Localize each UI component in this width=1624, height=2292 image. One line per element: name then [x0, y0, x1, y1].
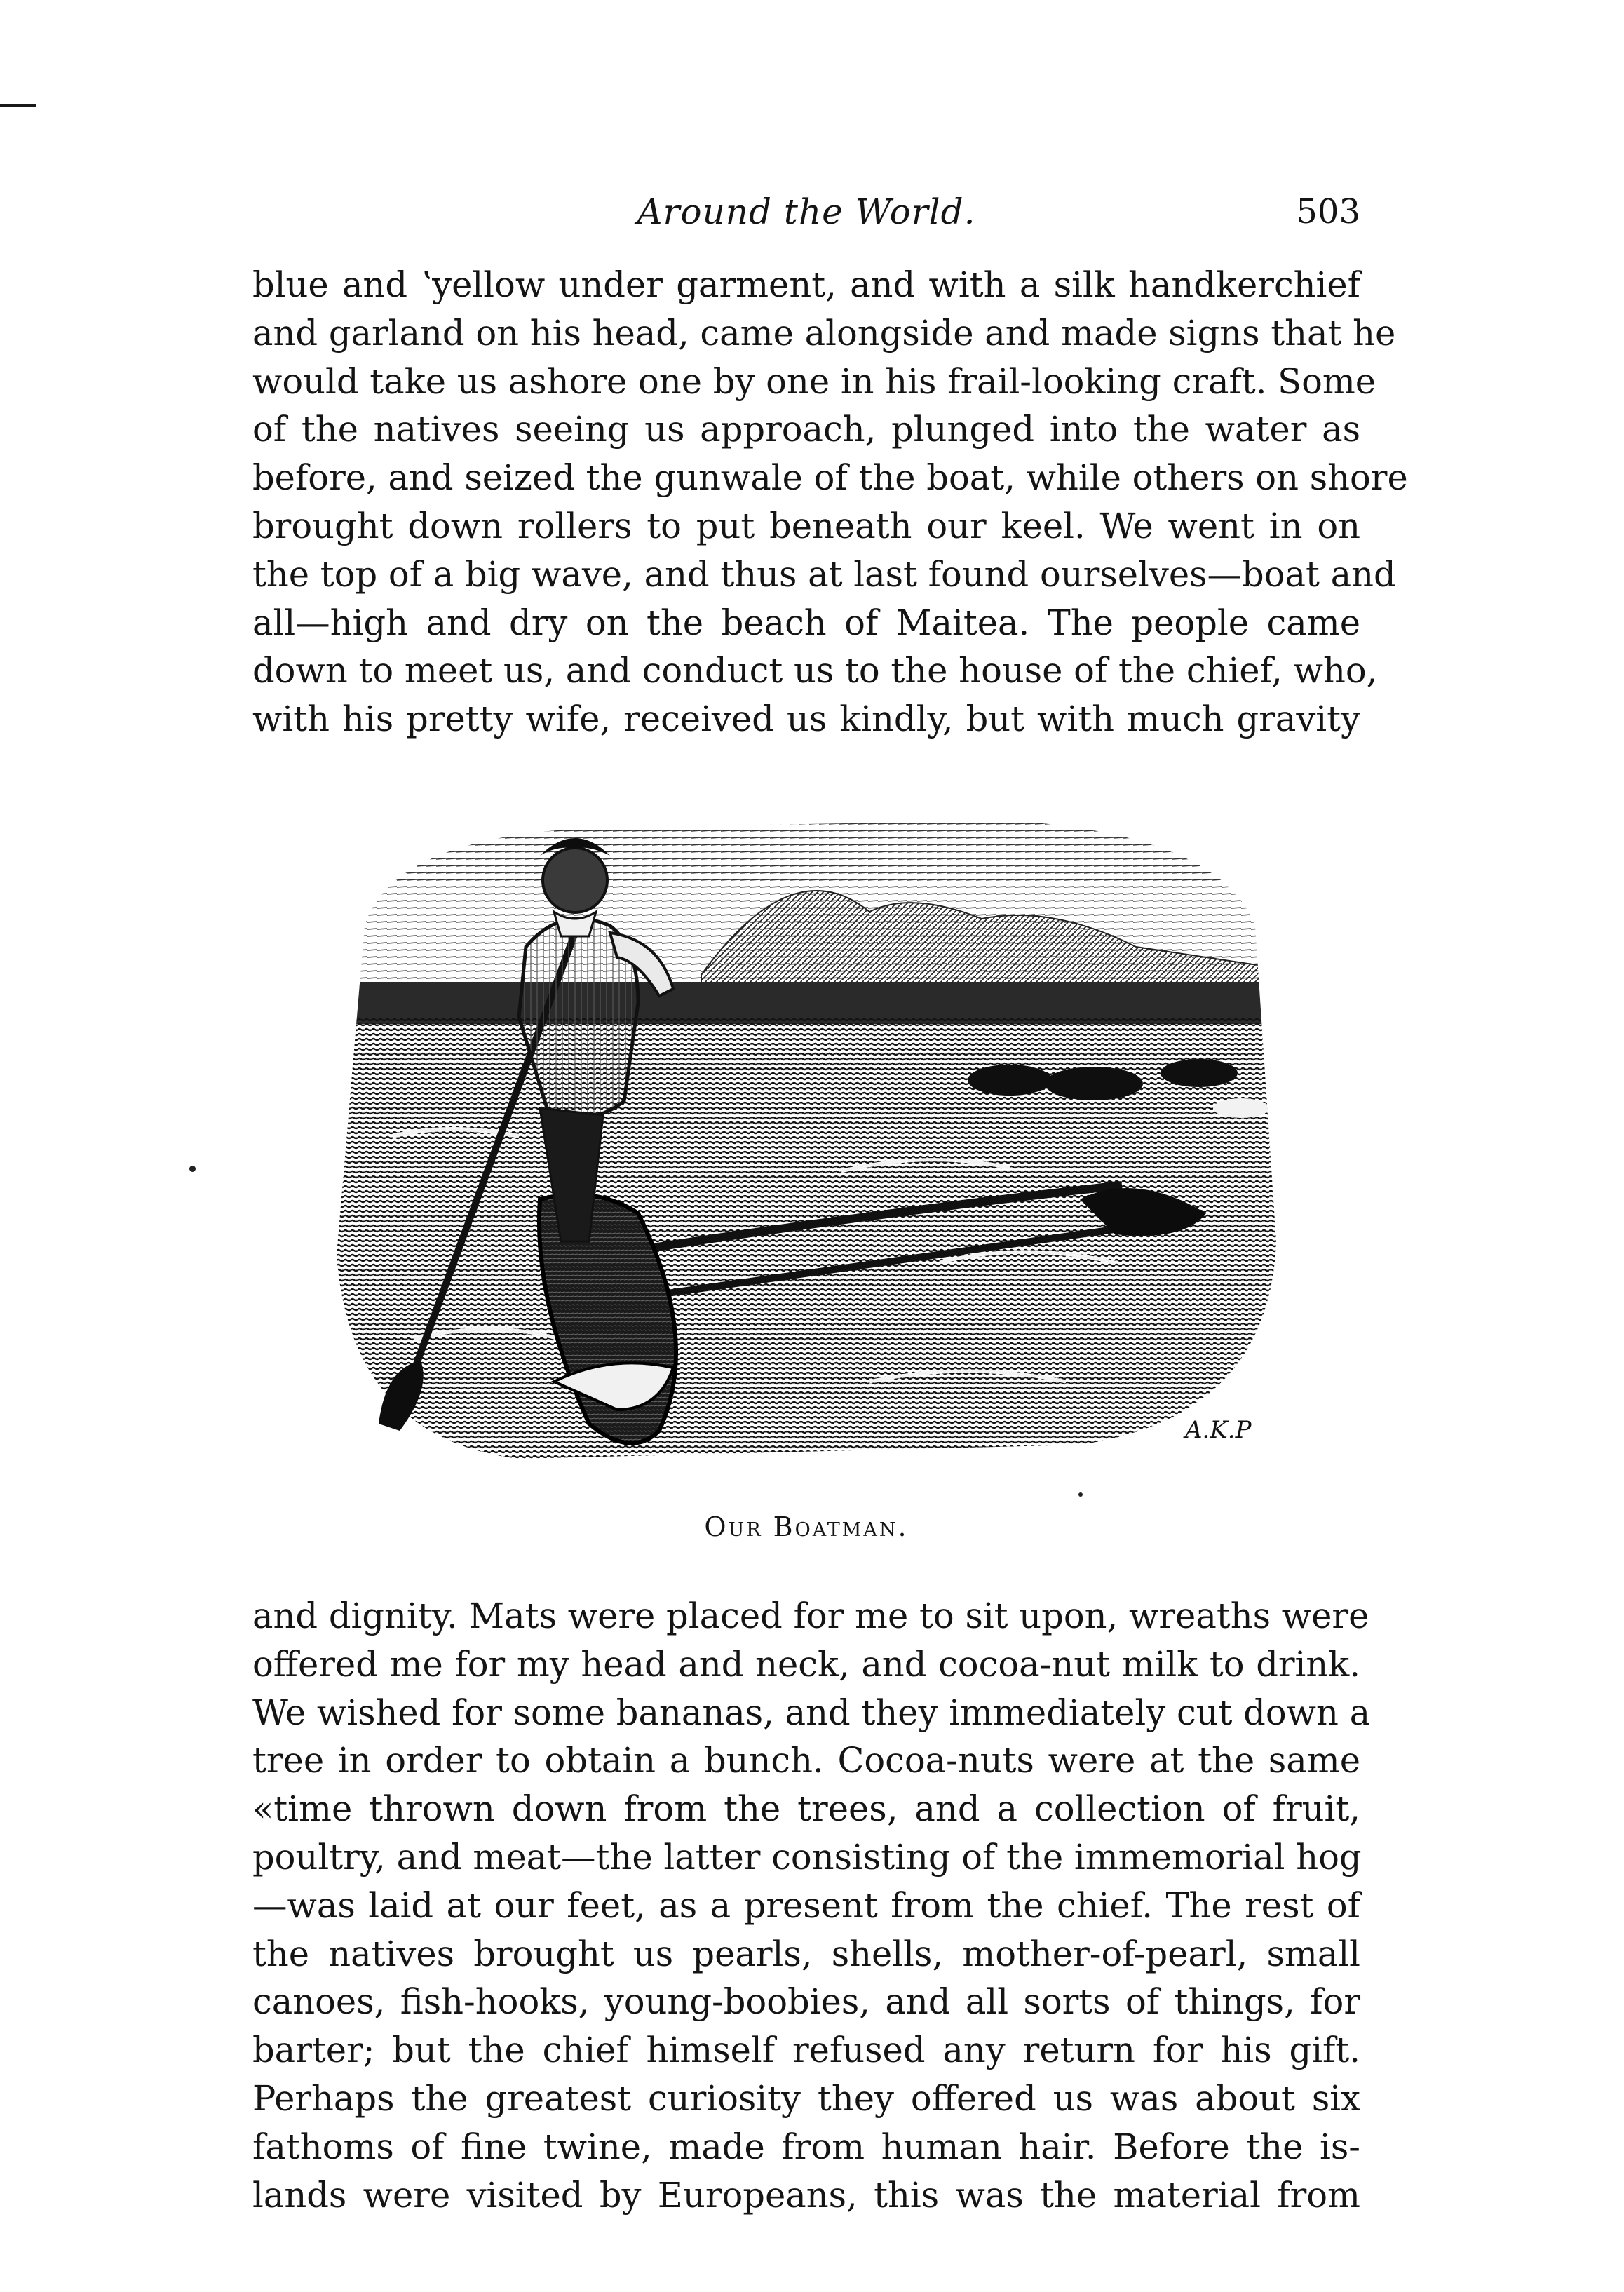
text-line: before, and seized the gunwale of the boat, while others on shore	[252, 457, 1408, 499]
running-title: Around the World.	[637, 191, 976, 232]
text-line: offered me for my head and neck, and cocoa-nut milk to drink.	[252, 1643, 1360, 1685]
text-line: and dignity. Mats were placed for me to sit upon, wreaths were	[252, 1596, 1369, 1636]
reef-rock	[1161, 1059, 1238, 1087]
text-line: tree in order to obtain a bunch. Cocoa-nuts were at the same	[252, 1740, 1360, 1781]
figure-caption: Our Boatman.	[704, 1511, 909, 1542]
text-line: brought down rollers to put beneath our keel. We went in on	[252, 505, 1360, 546]
text-line: the natives brought us pearls, shells, mother-of-pearl, small	[252, 1933, 1360, 1974]
stray-dot	[189, 1166, 196, 1172]
text-line: canoes, fish-hooks, young-boobies, and all sorts of things, for	[252, 1981, 1360, 2023]
text-line: would take us ashore one by one in his frail-looking craft. Some	[252, 360, 1376, 402]
text-line: and garland on his head, came alongside and made signs that he	[252, 312, 1396, 353]
text-line: the top of a big wave, and thus at last found ourselves—boat and	[252, 553, 1396, 595]
running-head	[252, 184, 1360, 240]
text-line: We wished for some bananas, and they immediately cut down a	[252, 1692, 1371, 1733]
text-line: «time thrown down from the trees, and a collection of fruit,	[252, 1788, 1360, 1830]
text-line: —was laid at our feet, as a present from the chief. The rest of	[252, 1885, 1360, 1926]
page-number: 503	[1296, 192, 1360, 231]
stray-dot	[1078, 1492, 1083, 1497]
engraving-our-boatman	[309, 807, 1304, 1480]
surf-foam	[1213, 1098, 1269, 1118]
text-line: blue and ʽyellow under garment, and with a silk handkerchief	[252, 264, 1360, 305]
engraver-signature: A.K.P	[1185, 1416, 1252, 1444]
reef-rock	[1045, 1067, 1143, 1100]
text-line: lands were visited by Europeans, this was the material from	[252, 2174, 1360, 2216]
text-line: of the natives seeing us approach, plunged into the water as	[252, 409, 1360, 450]
text-line: Perhaps the greatest curiosity they offered us was about six	[252, 2077, 1360, 2119]
paragraph-top	[252, 261, 1408, 743]
text-line: fathoms of fine twine, made from human hair. Before the is-	[252, 2126, 1360, 2167]
text-line: all—high and dry on the beach of Maitea. The people came	[252, 602, 1360, 643]
text-line: barter; but the chief himself refused any return for his gift.	[252, 2030, 1360, 2071]
text-line: down to meet us, and conduct us to the house of the chief, who,	[252, 650, 1378, 692]
reef-rock	[968, 1065, 1052, 1096]
paragraph-bottom	[252, 1592, 1371, 2219]
text-line: poultry, and meat—the latter consisting of the immemorial hog	[252, 1836, 1362, 1878]
margin-mark	[0, 104, 36, 107]
text-line: with his pretty wife, received us kindly, but with much gravity	[252, 699, 1360, 740]
